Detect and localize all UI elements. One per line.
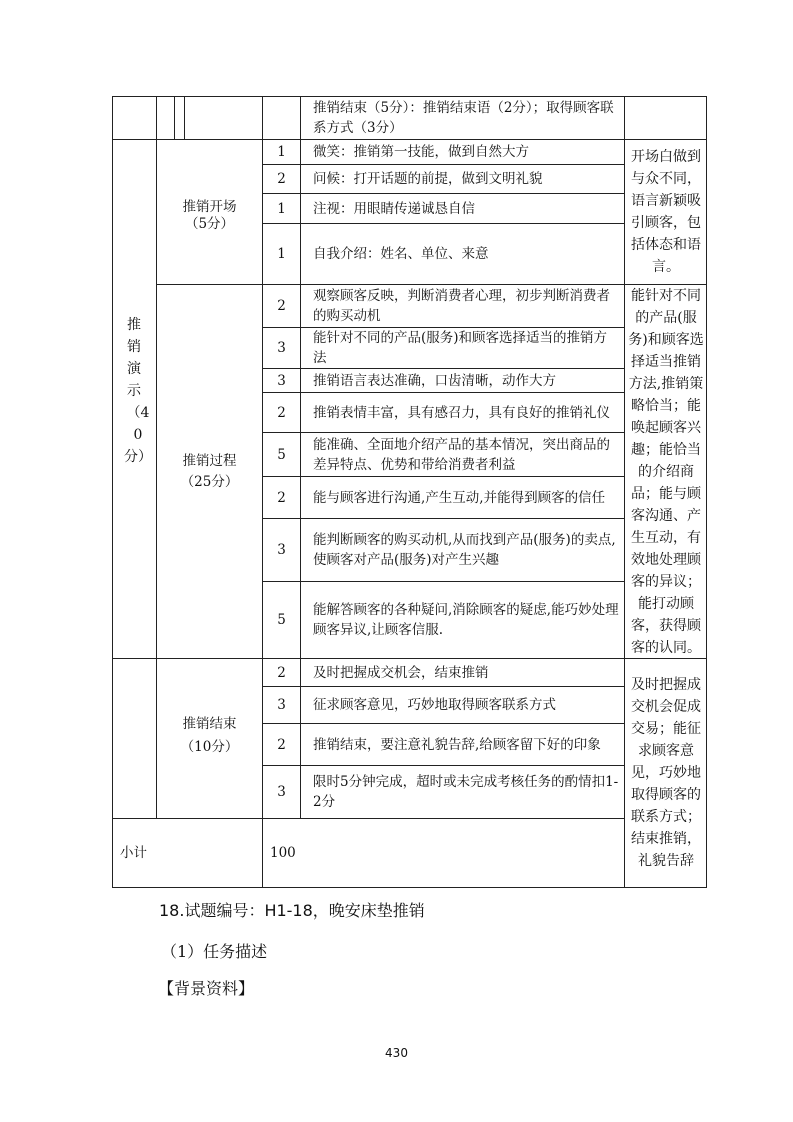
score: 5 <box>277 612 286 628</box>
process-remark: 能针对不同的产品(服务)和顾客选择适当推销方法,推销策略恰当；能唤起顾客兴趣；能恰当的介绍商品；能与顾客沟通、产生互动，有效地处理顾客的异议；能打动顾客，获得顾客的认同。 <box>628 288 704 656</box>
open-remark: 开场白做到与众不同，语言新颖吸引顾客，包括体态和语言。 <box>631 149 701 275</box>
criterion: 能解答顾客的各种疑问,消除顾客的疑虑,能巧妙处理顾客异议,让顾客信服. <box>313 602 619 638</box>
close-remark: 及时把握成交机会促成交易；能征求顾客意见，巧妙地取得顾客的联系方式；结束推销，礼貌告辞 <box>631 677 701 869</box>
label-char: 销 <box>127 339 141 355</box>
col-line <box>174 96 175 139</box>
criterion: 能判断顾客的购买动机,从而找到产品(服务)的卖点,使顾客对产品(服务)对产生兴趣 <box>313 532 616 568</box>
score: 3 <box>277 697 286 713</box>
score: 1 <box>277 200 286 217</box>
process-name: 推销过程 <box>182 453 237 469</box>
table-border-top <box>112 96 707 97</box>
criterion: 征求顾客意见，巧妙地取得顾客联系方式 <box>313 697 556 713</box>
score: 1 <box>277 246 286 262</box>
label-char: 0 <box>133 427 143 443</box>
score: 3 <box>277 340 286 356</box>
label-char: 示 <box>127 383 141 399</box>
subtotal-value: 100 <box>270 845 296 861</box>
background-title: 【背景资料】 <box>158 979 255 998</box>
criterion: 推销语言表达准确，口齿清晰，动作大方 <box>313 372 556 389</box>
score: 2 <box>277 404 286 421</box>
scoring-table <box>112 96 707 888</box>
criterion: 能与顾客进行沟通,产生互动,并能得到顾客的信任 <box>313 489 606 506</box>
col-line <box>184 96 185 139</box>
criterion: 注视：用眼睛传递诚恳自信 <box>313 200 475 217</box>
criterion: 能准确、全面地介绍产品的基本情况，突出商品的差异特点、优势和带给消费者利益 <box>313 436 610 473</box>
criterion: 自我介绍：姓名、单位、来意 <box>313 246 489 262</box>
score: 1 <box>277 144 286 160</box>
process-points: （25分） <box>180 474 239 490</box>
criterion: 限时5分钟完成，超时或未完成考核任务的酌情扣1-2分 <box>313 774 619 810</box>
criterion: 推销结束，要注意礼貌告辞,给顾客留下好的印象 <box>313 736 601 753</box>
question-heading: 18.试题编号：H1-18，晚安床垫推销 <box>159 901 425 920</box>
label-char: 推 <box>127 317 141 333</box>
score: 2 <box>277 736 286 753</box>
close-points: （10分） <box>180 739 239 755</box>
score: 5 <box>277 446 286 463</box>
open-points: （5分） <box>184 216 235 232</box>
score: 2 <box>277 664 286 681</box>
score: 3 <box>277 372 286 389</box>
label-char: 演 <box>127 361 141 377</box>
task-description-title: （1）任务描述 <box>161 942 268 961</box>
col-line <box>300 96 301 818</box>
page-number: 430 <box>385 1046 408 1060</box>
top-row-text: 推销结束（5分）：推销结束语（2分）；取得顾客联系方式（3分） <box>313 100 614 136</box>
col-line <box>624 96 625 888</box>
score: 2 <box>277 489 286 506</box>
table-border-right <box>706 96 707 888</box>
close-name: 推销结束 <box>182 716 237 732</box>
criterion: 微笑：推销第一技能，做到自然大方 <box>313 144 529 160</box>
score: 2 <box>277 171 286 187</box>
criterion: 问候：打开话题的前提，做到文明礼貌 <box>313 171 543 187</box>
criterion: 观察顾客反映，判断消费者心理，初步判断消费者的购买动机 <box>313 288 610 324</box>
open-name: 推销开场 <box>182 199 237 215</box>
criterion: 推销表情丰富，具有感召力，具有良好的推销礼仪 <box>313 404 610 421</box>
label-char: 分） <box>124 449 152 465</box>
table-border-bottom <box>112 887 707 888</box>
score: 2 <box>277 298 286 314</box>
subtotal-label: 小计 <box>120 845 147 861</box>
table-border-left <box>112 96 113 888</box>
criterion: 及时把握成交机会，结束推销 <box>313 664 489 681</box>
score: 3 <box>277 542 286 558</box>
label-char: （4 <box>126 405 150 421</box>
score: 3 <box>277 784 286 800</box>
criterion: 能针对不同的产品(服务)和顾客选择适当的推销方法 <box>313 330 608 366</box>
